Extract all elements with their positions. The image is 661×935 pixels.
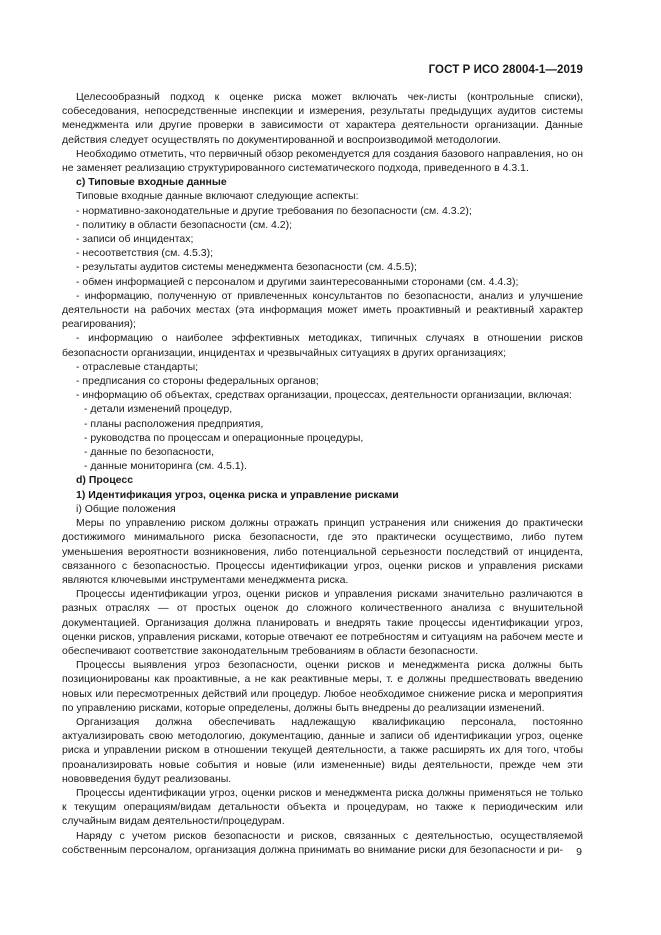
paragraph: Необходимо отметить, что первичный обзор рекомендуется для создания базового направления, но он не заменяет реализацию структурированного систематического подхода, приведенного в 4.3.1. xyxy=(62,147,583,175)
paragraph: Типовые входные данные включают следующие аспекты: xyxy=(76,190,359,203)
list-item: - несоответствия (см. 4.5.3); xyxy=(76,247,213,260)
section-heading: c) Типовые входные данные xyxy=(76,176,227,189)
list-item: - результаты аудитов системы менеджмента безопасности (см. 4.5.5); xyxy=(76,261,417,274)
paragraph: Организация должна обеспечивать надлежащую квалификацию персонала, постоянно актуализировать свою методологию, документацию, данные и записи об идентификации угроз, оценке риска и управлении риском в отношении текущей деятельности, а также расширять их для того, чтобы проанализировать новые события и новые (или измененные) виды деятельности, прежде чем эти нововведения будут реализованы. xyxy=(62,715,583,785)
paragraph: Процессы выявления угроз безопасности, оценки рисков и менеджмента риска должны быть позиционированы как проактивные, а не как реактивные меры, т. е должны предшествовать введению новых или пересмотренных действий или процедур. Любое необходимое снижение риска и мероприятия по управлению рисками, которые определены, должны быть внедрены до реализации изменений. xyxy=(62,659,583,714)
list-item: - обмен информацией с персоналом и другими заинтересованными сторонами (см. 4.4.3); xyxy=(76,275,519,288)
paragraph: Меры по управлению риском должны отражать принцип устранения или снижения до практически достижимого минимального риска безопасности, где это практически осуществимо, либо путем уменьшения вероятности возникновения, либо потенциальной серьезности последствий от инцидента, связанного с безопасностью. Процессы идентификации угроз, оценки рисков и управления рисками являются ключевыми инструментами менеджмента риска. xyxy=(62,517,583,586)
list-item: - записи об инцидентах; xyxy=(76,233,194,246)
document-header: ГОСТ Р ИСО 28004-1—2019 xyxy=(428,64,583,76)
sub-list-item: - данные по безопасности, xyxy=(84,446,215,459)
sub-list-item: - планы расположения предприятия, xyxy=(84,417,264,430)
sub-list-item: - данные мониторинга (см. 4.5.1). xyxy=(84,460,247,473)
page-number: 9 xyxy=(576,846,582,858)
list-item: - отраслевые стандарты; xyxy=(76,360,199,373)
subsubsection-heading: i) Общие положения xyxy=(76,502,176,515)
list-item: - нормативно-законодательные и другие требования по безопасности (см. 4.3.2); xyxy=(76,204,472,217)
paragraph: Процессы идентификации угроз, оценки рисков и менеджмента риска должны применяться не только к текущим операциям/видам детальности объекта и процедурам, но также к периодическим или случайным видам деятельности/процедурам. xyxy=(62,786,583,828)
list-item: - информацию, полученную от привлеченных консультантов по безопасности, анализ и улучшение деятельности на рабочих местах (эта информация может иметь проактивный и реактивный характер реагирования); xyxy=(62,289,583,331)
list-item: - политику в области безопасности (см. 4.2); xyxy=(76,218,293,231)
subsection-heading: 1) Идентификация угроз, оценка риска и управление рисками xyxy=(76,488,399,501)
sub-list-item: - руководства по процессам и операционные процедуры, xyxy=(84,431,364,444)
list-item: - предписания со стороны федеральных органов; xyxy=(76,375,319,388)
page-body xyxy=(62,90,583,857)
list-item: - информацию о наиболее эффективных методиках, типичных случаях в отношении рисков безопасности организации, инцидентах и чрезвычайных ситуациях в других организациях; xyxy=(62,332,583,359)
sub-list-item: - детали изменений процедур, xyxy=(84,403,233,416)
paragraph: Целесообразный подход к оценке риска может включать чек-листы (контрольные списки), собеседования, непосредственные инспекции и измерения, результаты предыдущих аудитов системы менеджмента или другие проверки в зависимости от характера деятельности организации. Данные действия следует осуществлять по документированной и воспроизводимой методологии. xyxy=(62,91,583,146)
list-item: - информацию об объектах, средствах организации, процессах, деятельности организации, включая: xyxy=(76,389,572,402)
paragraph: Наряду с учетом рисков безопасности и рисков, связанных с деятельностью, осуществляемой собственным персоналом, организация должна принимать во внимание риски для безопасности и ри- xyxy=(62,829,583,856)
section-heading: d) Процесс xyxy=(76,474,134,487)
paragraph: Процессы идентификации угроз, оценки рисков и управления рисками значительно различаются в разных отраслях — от простых оценок до сложного количественного анализа с внушительной документацией. Организация должна планировать и внедрять такие процессы идентификации угроз, оценки рисков, управления рисками, которые отвечают ее потребностям и ситуациям на рабочем месте и обеспечивают соответствие законодательным требованиям в области безопасности. xyxy=(62,588,583,657)
